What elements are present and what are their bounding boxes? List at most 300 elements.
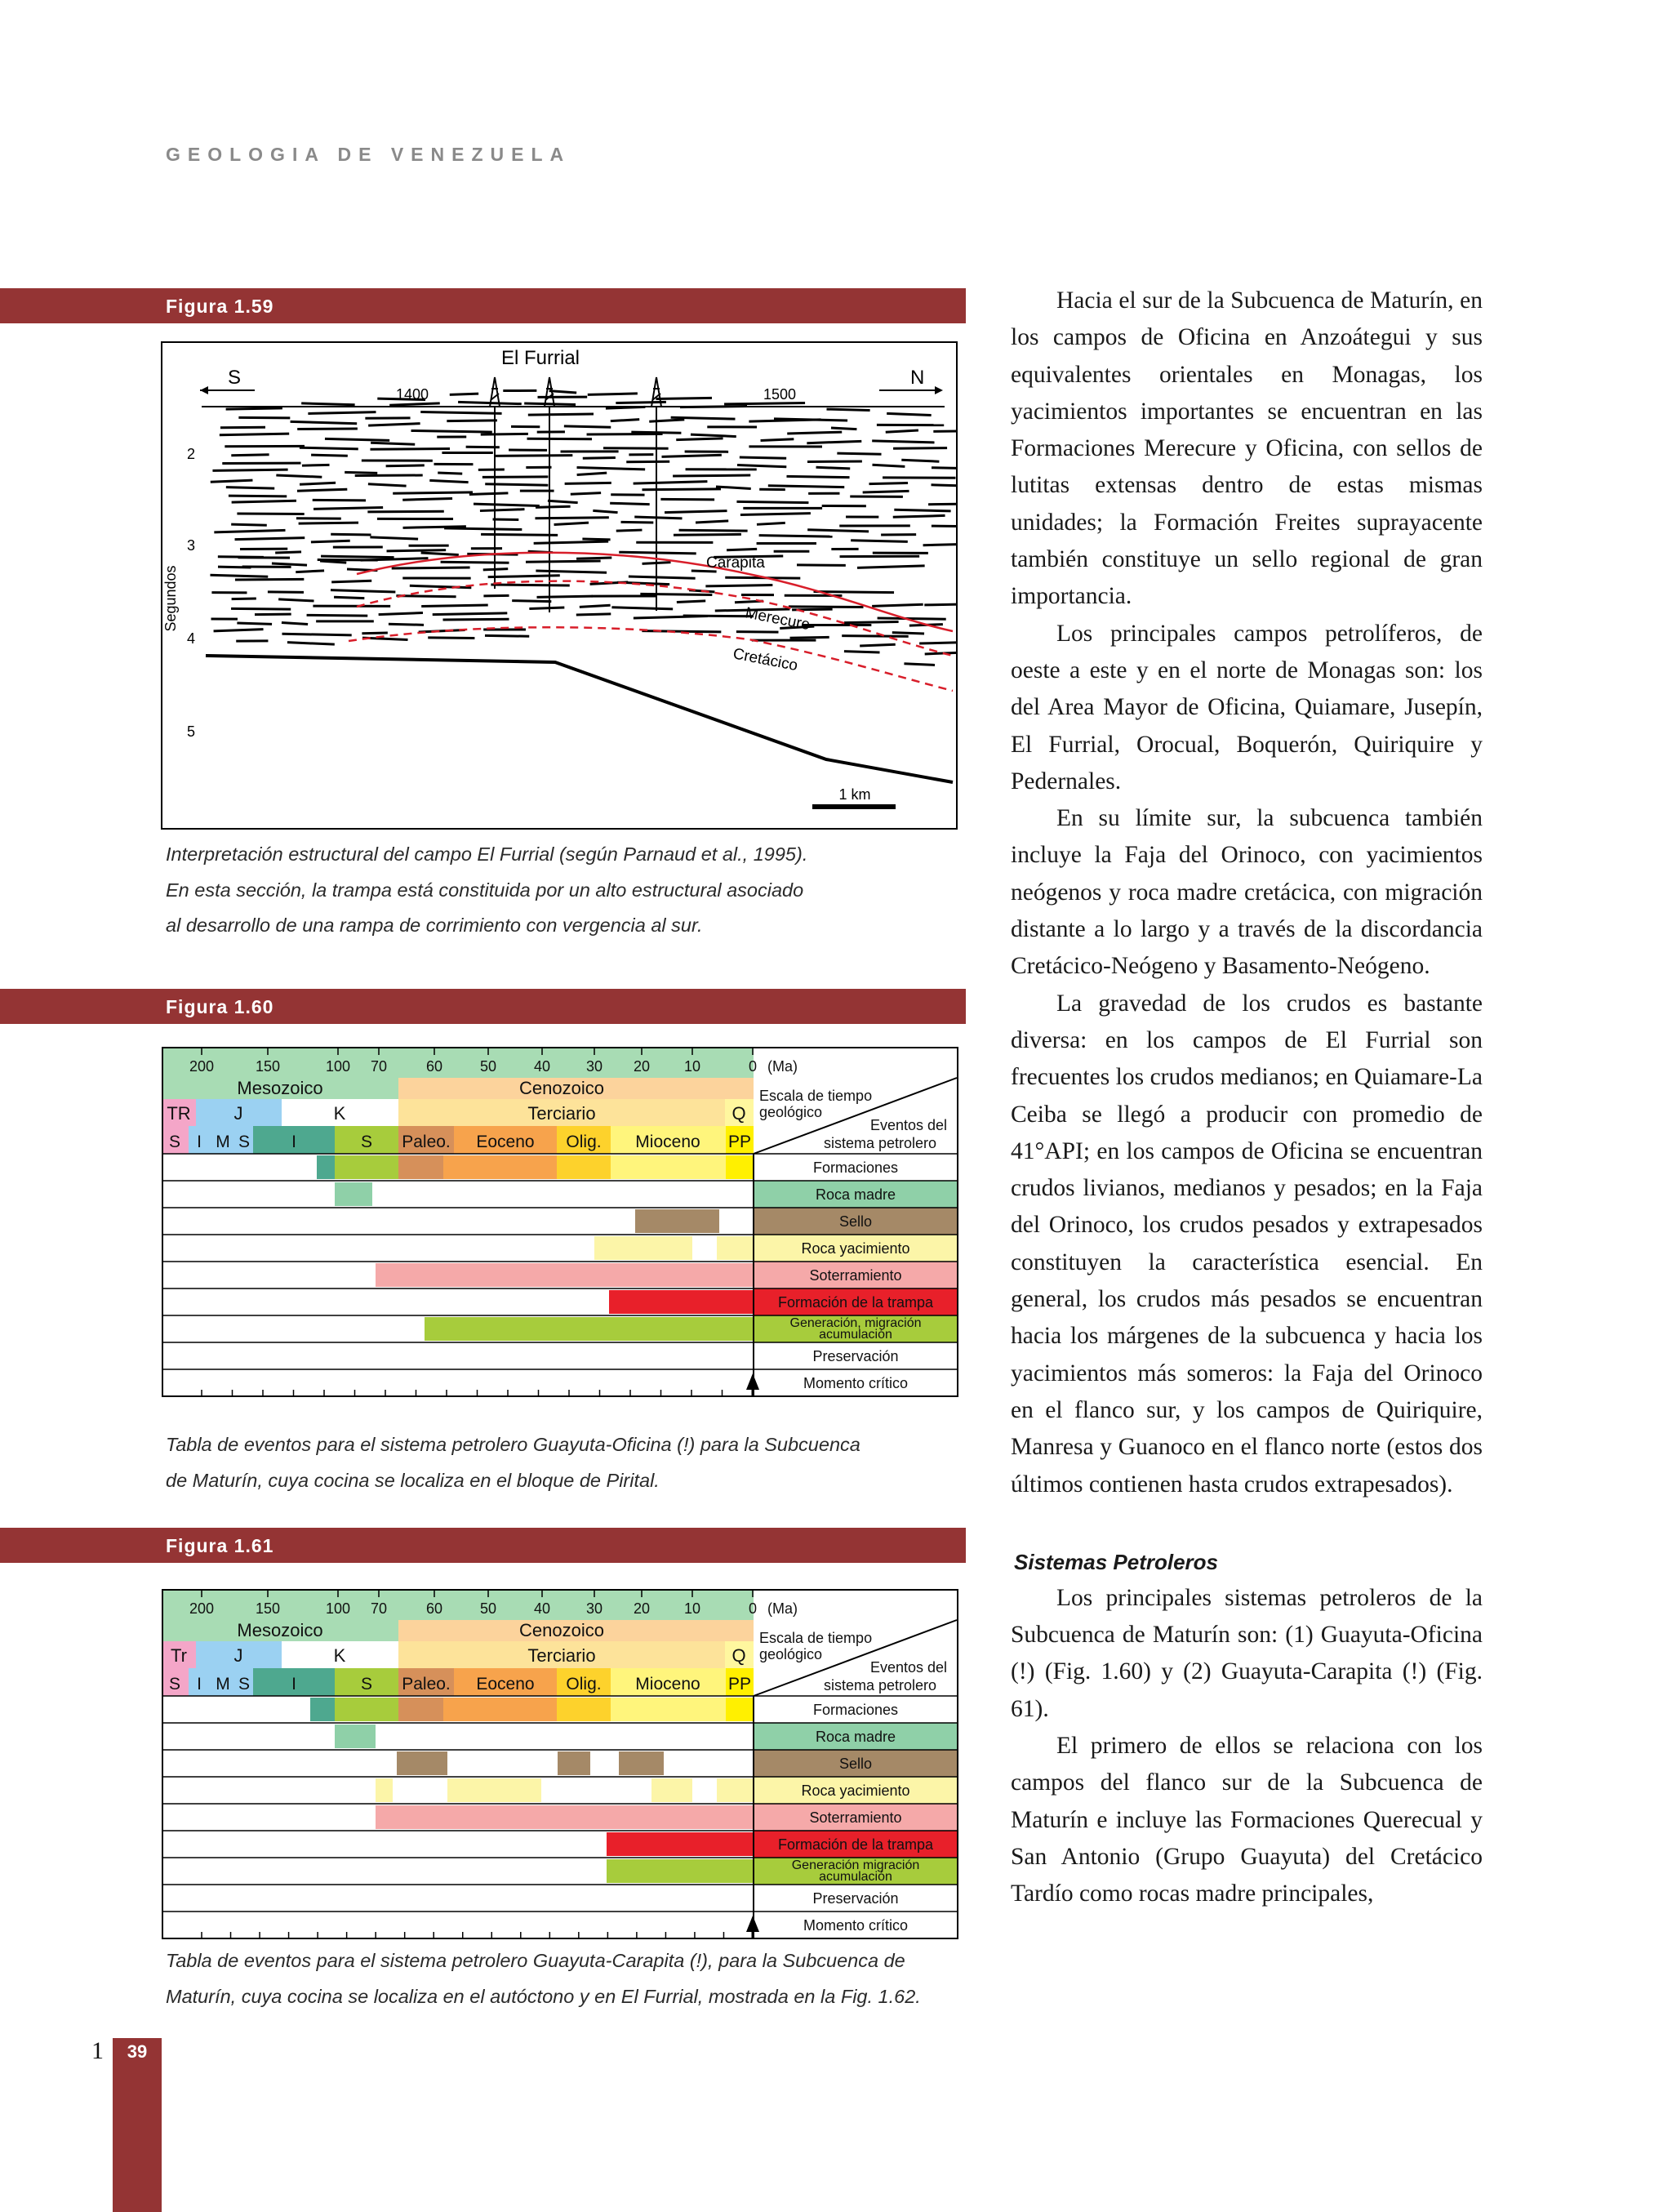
era-label: Mesozoico [237, 1620, 323, 1640]
reflector [300, 483, 336, 484]
page-tab [113, 2038, 162, 2212]
time-tick-label: 60 [425, 1058, 443, 1075]
event-bar [335, 1155, 398, 1179]
event-bar [717, 1778, 754, 1802]
reflector [537, 596, 593, 597]
event-label: Preservación [812, 1348, 899, 1364]
reflector [402, 498, 452, 500]
section-title: El Furrial [500, 347, 580, 369]
reflector [892, 633, 924, 634]
time-tick-label: 200 [189, 1600, 215, 1617]
reflector [386, 465, 425, 466]
figure-caption: Interpretación estructural del campo El Furrial (según Parnaud et al., 1995). En esta sección, la trampa está constituida por un alto estructural asociado al desarrollo de una rampa de corrimiento con vergencia al sur. [166, 843, 808, 936]
event-bar [443, 1698, 557, 1721]
epoch-label: Eoceno [476, 1133, 535, 1151]
reflector [512, 601, 551, 602]
epoch-label: S [360, 1675, 373, 1693]
event-bar [398, 1155, 443, 1179]
epoch-label: Mioceno [635, 1675, 700, 1693]
reflector [483, 569, 508, 570]
reflector [331, 534, 371, 535]
reflector [282, 622, 308, 624]
reflector [740, 457, 786, 458]
paragraph: Hacia el sur de la Subcuenca de Maturín, en los campos de Oficina en Anzoátegui y sus equivalentes orientales en Monagas, los yacimientos importantes se encuentran en las Formaciones Merecure y Oficina, con sellos de lutitas extensas dentro de estas mismas unidades; la Formación Freites suprayacente también constituye un sello regional de gran importancia. [1011, 287, 1483, 610]
y-tick: 2 [187, 446, 196, 462]
reflector [325, 438, 389, 440]
event-bar [447, 1778, 541, 1802]
event-label: Generación, migración [789, 1316, 922, 1330]
reflector [485, 484, 548, 485]
reflector [661, 455, 721, 456]
reflector [872, 441, 934, 443]
event-label: Generación migración [791, 1858, 920, 1872]
event-bar [398, 1698, 443, 1721]
reflector [673, 475, 750, 476]
reflector [488, 576, 560, 577]
figure-label-bar [0, 989, 966, 1024]
reflector [220, 434, 289, 435]
reflector [842, 636, 908, 637]
epoch-label: S [168, 1675, 181, 1693]
reflector [485, 635, 529, 636]
reflector [761, 439, 794, 441]
header-scale-label: Escala de tiempo [759, 1088, 873, 1104]
reflector [442, 619, 509, 620]
reflector [674, 534, 741, 535]
time-tick-label: 40 [533, 1600, 551, 1617]
reflector [433, 613, 508, 615]
reflector [296, 571, 324, 572]
reflector [932, 526, 958, 527]
event-label: Sello [838, 1756, 873, 1772]
reflector [660, 499, 714, 500]
period-label: J [233, 1103, 243, 1124]
reflector [582, 539, 610, 540]
reflector [787, 432, 842, 434]
time-scale-band [162, 1047, 754, 1078]
reflector [790, 637, 829, 638]
period-label: TR [167, 1103, 191, 1124]
time-tick-label: 10 [683, 1058, 701, 1075]
reflector [362, 633, 387, 634]
event-bar [425, 1317, 754, 1341]
time-tick-label: 20 [633, 1058, 651, 1075]
figure-caption: Tabla de eventos para el sistema petrolero Guayuta-Carapita (!), para la Subcuenca de Maturín, cuya cocina se localiza en el autóctono y en El Furrial, mostrada en la Fig. 1.62. [166, 1950, 921, 2007]
scale-label: 1 km [838, 786, 871, 803]
south-label: S [228, 367, 242, 389]
reflector [797, 565, 846, 566]
reflector [807, 530, 869, 532]
epoch-label: I [197, 1133, 202, 1151]
event-label: Formaciones [812, 1159, 899, 1176]
reflector [238, 417, 290, 418]
reflector [231, 524, 267, 525]
horizon-label-cretacico: Cretácico [732, 645, 799, 675]
reflector [371, 443, 415, 444]
time-tick-label: 150 [255, 1058, 281, 1075]
reflector [924, 604, 958, 605]
reflector [367, 511, 443, 512]
y-tick: 3 [187, 537, 196, 554]
reflector [826, 409, 869, 410]
reflector [844, 622, 899, 623]
event-bar [558, 1751, 590, 1775]
reflector [311, 455, 348, 456]
body-text [1011, 283, 1483, 1912]
reflector [860, 644, 896, 646]
reflector [679, 530, 748, 531]
header-events-label: Eventos del [869, 1659, 948, 1676]
north-label: N [910, 367, 925, 389]
event-bar [397, 1751, 447, 1775]
reflector [389, 624, 424, 625]
time-tick-label: 30 [585, 1058, 603, 1075]
reflector [355, 475, 423, 476]
time-tick-label: 50 [479, 1600, 497, 1617]
reflector [571, 493, 601, 495]
reflector [634, 517, 682, 519]
reflector [379, 613, 423, 615]
period-label: J [233, 1645, 243, 1666]
epoch-label: Olig. [566, 1675, 602, 1693]
period-label: Q [732, 1103, 746, 1124]
era-label: Mesozoico [237, 1078, 323, 1098]
reflector [278, 599, 314, 601]
figure-label-bar [0, 288, 966, 323]
running-title: GEOLOGIA DE VENEZUELA [166, 144, 571, 165]
event-label: Formación de la trampa [777, 1294, 934, 1311]
period-label: K [333, 1645, 346, 1666]
event-label: Preservación [812, 1890, 899, 1907]
header-scale-label: geológico [759, 1104, 823, 1120]
reflector [564, 426, 611, 427]
era-label: Cenozoico [519, 1078, 604, 1098]
reflector [610, 503, 650, 504]
reflector [428, 638, 474, 639]
reflector [872, 604, 923, 606]
cdp-label-left: 1400 [395, 386, 429, 403]
reflector [226, 487, 274, 488]
event-label: Momento crítico [803, 1917, 909, 1934]
reflector [321, 556, 394, 558]
reflector [370, 449, 450, 450]
paragraph: Los principales sistemas petroleros de la Subcuenca de Maturín son: (1) Guayuta-Oficina (!) (Fig. 1.60) y (2) Guayuta-Carapita (!) (Fig. 61). [1011, 1584, 1483, 1722]
reflector [724, 403, 805, 404]
reflector [894, 510, 950, 511]
reflector [932, 468, 958, 470]
event-bar [376, 1778, 393, 1802]
epoch-label: PP [727, 1133, 752, 1151]
period-label: Terciario [527, 1103, 596, 1124]
event-bar [607, 1859, 754, 1883]
time-tick-label: 200 [189, 1058, 215, 1075]
event-label: Roca yacimiento [801, 1240, 910, 1257]
reflector [757, 523, 785, 524]
time-tick-label: 30 [585, 1600, 603, 1617]
epoch-label: I [291, 1133, 296, 1151]
event-bar [310, 1698, 335, 1721]
reflector [297, 489, 347, 491]
event-bar [609, 1290, 754, 1314]
event-bar [726, 1155, 754, 1179]
time-tick-label: 50 [479, 1058, 497, 1075]
section-heading: Sistemas Petroleros [1014, 1549, 1219, 1574]
epoch-label: S [360, 1133, 373, 1151]
event-label: Soterramiento [809, 1809, 902, 1826]
period-label: Q [732, 1645, 746, 1666]
reflector [933, 431, 958, 432]
reflector [331, 581, 371, 582]
reflector [588, 394, 638, 395]
reflector [643, 563, 671, 564]
time-tick-label: 100 [325, 1058, 351, 1075]
event-bar [594, 1236, 692, 1260]
reflector [611, 420, 639, 421]
reflector [616, 530, 643, 531]
epoch-label: S [238, 1133, 251, 1151]
reflector [901, 460, 939, 461]
event-bar [611, 1698, 726, 1721]
time-tick-label: 100 [325, 1600, 351, 1617]
paragraph: El primero de ellos se relaciona con los campos del flanco sur de la Subcuenca de Maturín e incluye las Formaciones Querecual y San Antonio (Grupo Guayuta) del Cretácico Tardío como rocas madre principales, [1011, 1732, 1483, 1907]
reflector [611, 608, 673, 609]
figure-label: Figura 1.59 [166, 296, 274, 317]
event-label: Roca yacimiento [801, 1783, 910, 1799]
reflector [837, 453, 881, 454]
reflector [665, 511, 727, 513]
reflector [583, 457, 616, 458]
event-label: Soterramiento [809, 1267, 902, 1284]
period-label: K [333, 1103, 346, 1124]
header-events-label: sistema petrolero [823, 1677, 937, 1693]
reflector [220, 427, 265, 428]
event-bar [376, 1263, 754, 1287]
event-bar [317, 1155, 335, 1179]
reflector [893, 448, 947, 449]
paragraph: La gravedad de los crudos es bastante diversa: en los campos de El Furrial son frecuentes los crudos medianos; en Quiamare-La Ceiba se llegó a producir con promedio de 41°API; en los campos de Oficina se encuentran crudos livianos, medianos y pesados; en la Faja del Orinoco, los crudos pesados y extrapesados constituyen la característica esencial. En general, los crudos más pesados se encuentran hacia los márgenes de la subcuenca y hacia los yacimientos más someros: la Faja del Orinoco en el flanco sur, y los campos de Quiriquire, Manresa y Guanoco en el flanco norte (estos dos últimos contienen hasta crudos extrapesados). [1011, 990, 1483, 1498]
event-bar [717, 1236, 754, 1260]
horizon-label-carapita: Carapita [706, 554, 765, 572]
reflector [237, 623, 272, 624]
figure-label: Figura 1.60 [166, 996, 274, 1017]
reflector [768, 486, 844, 487]
reflector [311, 541, 350, 542]
reflector [576, 558, 611, 559]
reflector [480, 510, 525, 511]
epoch-label: Eoceno [476, 1675, 535, 1693]
epoch-label: M [216, 1133, 230, 1151]
reflector [275, 552, 301, 553]
reflector [680, 406, 747, 407]
reflector [696, 521, 728, 523]
epoch-label: Paleo. [402, 1675, 451, 1693]
reflector [387, 550, 447, 551]
reflector [308, 412, 376, 414]
reflector [831, 428, 856, 429]
reflector [536, 506, 571, 507]
reflector [235, 579, 304, 580]
time-tick-label: 40 [533, 1058, 551, 1075]
reflector [807, 461, 862, 462]
reflector [232, 501, 296, 502]
reflector [235, 538, 305, 540]
horizon-label-merecure: Merecure [744, 604, 812, 634]
reflector [482, 477, 549, 478]
time-tick-label: 70 [370, 1600, 388, 1617]
epoch-label: PP [727, 1675, 752, 1693]
event-label: Formación de la trampa [777, 1836, 934, 1853]
reflector [282, 634, 351, 635]
paragraph: Los principales campos petrolíferos, de oeste a este y en el norte de Monagas son: los del Area Mayor de Oficina, Quiamare, Jusepín, El Furrial, Orocual, Boquerón, Quiriquire y Pedernales. [1011, 620, 1483, 794]
reflector [334, 597, 364, 598]
reflector [606, 407, 646, 408]
time-tick-label: 20 [633, 1600, 651, 1617]
event-bar [335, 1725, 376, 1748]
event-label: Sello [838, 1213, 873, 1230]
header-events-label: sistema petrolero [823, 1135, 937, 1151]
event-bar [557, 1155, 611, 1179]
reflector [740, 514, 811, 515]
reflector [816, 467, 851, 469]
reflector [528, 414, 594, 415]
reflector [616, 402, 666, 403]
event-label: acumulación [819, 1328, 892, 1342]
reflector [411, 430, 492, 432]
event-bar [335, 1182, 372, 1206]
reflector [727, 549, 757, 550]
event-label: acumulación [819, 1870, 892, 1884]
event-bar [607, 1832, 754, 1856]
seismic-section [161, 341, 958, 830]
reflector [231, 608, 291, 609]
figure-label: Figura 1.61 [166, 1535, 274, 1556]
paragraph: En su límite sur, la subcuenca también incluye la Faja del Orinoco, con yacimientos neógenos y roca madre cretácica, con migración distante a lo largo y a través de la discordancia Cretácico-Neógeno y Basamento-Neógeno. [1011, 805, 1483, 980]
reflector [603, 448, 669, 449]
reflector [676, 438, 723, 440]
reflector [377, 398, 425, 399]
era-label: Cenozoico [519, 1620, 604, 1640]
header-events-label: Eventos del [869, 1117, 948, 1133]
header-scale-label: geológico [759, 1646, 823, 1662]
reflector [231, 455, 269, 456]
event-bar [726, 1698, 754, 1721]
reflector [524, 403, 576, 404]
events-table [162, 1047, 958, 1400]
time-tick-label: 10 [683, 1600, 701, 1617]
reflector [928, 504, 958, 505]
time-unit: (Ma) [767, 1600, 798, 1617]
reflector [789, 607, 864, 608]
event-label: Roca madre [815, 1729, 896, 1745]
event-bar [619, 1751, 664, 1775]
reflector [526, 561, 601, 562]
reflector [314, 507, 383, 509]
event-bar [557, 1698, 611, 1721]
epoch-label: S [238, 1675, 251, 1693]
period-label: Tr [171, 1645, 187, 1666]
reflector [619, 552, 696, 554]
epoch-label: I [291, 1675, 296, 1693]
event-bar [651, 1778, 692, 1802]
reflector [576, 614, 611, 615]
reflector [421, 605, 488, 607]
time-unit: (Ma) [767, 1058, 798, 1075]
reflector [535, 518, 608, 519]
event-bar [635, 1209, 719, 1233]
time-tick-label: 150 [255, 1600, 281, 1617]
reflector [438, 473, 462, 474]
reflector [441, 562, 509, 563]
time-scale-band [162, 1589, 754, 1620]
reflector [469, 493, 509, 495]
time-tick-label: 60 [425, 1600, 443, 1617]
event-bar [611, 1155, 726, 1179]
reflector [481, 534, 558, 535]
reflector [677, 601, 705, 603]
time-tick-label: 0 [748, 1600, 758, 1617]
reflector [393, 492, 473, 493]
epoch-label: Mioceno [635, 1133, 700, 1151]
reflector [932, 485, 958, 487]
reflector [392, 567, 470, 568]
reflector [300, 447, 358, 449]
epoch-label: S [168, 1133, 181, 1151]
reflector [642, 489, 720, 490]
reflector [893, 515, 945, 517]
reflector [786, 476, 849, 477]
reflector [226, 408, 282, 409]
reflector [814, 592, 895, 593]
epoch-label: Olig. [566, 1133, 602, 1151]
event-label: Roca madre [815, 1186, 896, 1203]
reflector [705, 585, 772, 586]
figure-label-bar [0, 1528, 966, 1563]
page-number: 39 [127, 2041, 148, 2062]
time-tick-label: 0 [748, 1058, 758, 1075]
epoch-label: Paleo. [402, 1133, 451, 1151]
reflector [904, 664, 935, 665]
header-scale-label: Escala de tiempo [759, 1630, 873, 1646]
y-tick: 4 [187, 630, 196, 647]
events-table [162, 1589, 958, 1942]
y-axis-label: Segundos [162, 565, 179, 632]
epoch-label: M [216, 1675, 230, 1693]
event-label: Formaciones [812, 1702, 899, 1718]
reflector [345, 472, 377, 473]
chapter-number: 1 [91, 2037, 104, 2064]
figure-caption: Tabla de eventos para el sistema petrolero Guayuta-Oficina (!) para la Subcuenca de Maturín, cuya cocina se localiza en el bloque de Pirital. [166, 1434, 860, 1491]
reflector [307, 615, 368, 616]
event-bar [443, 1155, 557, 1179]
event-bar [376, 1805, 754, 1829]
time-tick-label: 70 [370, 1058, 388, 1075]
event-bar [335, 1698, 398, 1721]
reflector [878, 618, 946, 619]
reflector [210, 575, 268, 576]
reflector [851, 541, 908, 542]
period-label: Terciario [527, 1645, 596, 1666]
reflector [887, 413, 932, 415]
reflector [736, 501, 808, 502]
epoch-label: I [197, 1675, 202, 1693]
reflector [444, 528, 522, 530]
cdp-label-right: 1500 [763, 386, 797, 403]
reflector [872, 465, 905, 466]
reflector [301, 403, 354, 405]
reflector [621, 522, 654, 523]
y-tick: 5 [187, 723, 196, 740]
reflector [420, 412, 501, 413]
